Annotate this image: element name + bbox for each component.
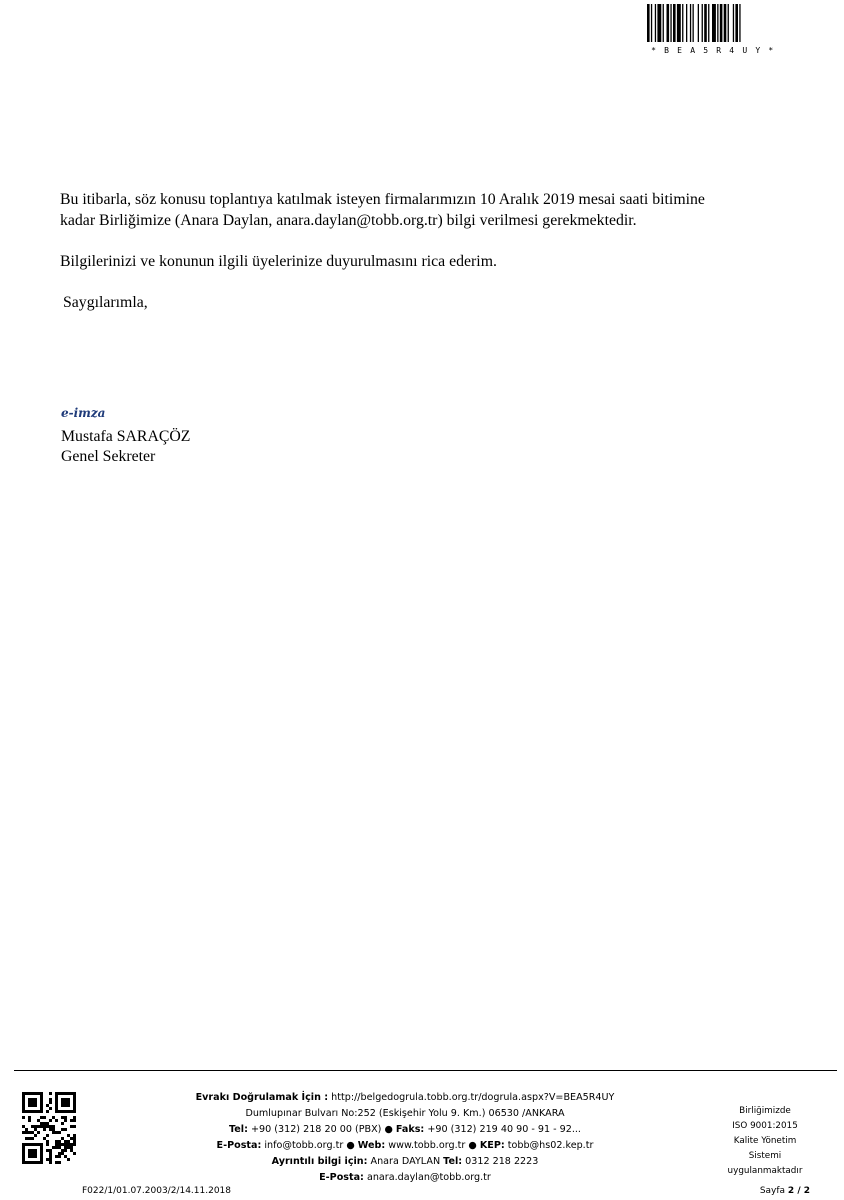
verify-line: [150, 1090, 660, 1106]
tel-label: Tel:: [229, 1124, 248, 1135]
verify-url[interactable]: http://belgedogrula.tobb.org.tr/dogrula.aspx?V=BEA5R4UY: [328, 1092, 615, 1103]
iso-line: Sistemi: [748, 1151, 782, 1161]
detail-name: Anara DAYLAN: [367, 1156, 444, 1167]
footer-divider: [14, 1070, 837, 1071]
paragraph-1-line-2: kadar Birliğimize (Anara Daylan, anara.daylan@tobb.org.tr) bilgi verilmesi gerekmektedir.: [60, 212, 637, 229]
iso-line: uygulanmaktadır: [727, 1166, 803, 1176]
detail-label: Ayrıntılı bilgi için:: [271, 1156, 368, 1167]
e-signature-mark: e-imza: [61, 406, 106, 420]
page-value: 2 / 2: [787, 1186, 810, 1196]
iso-line: Birliğimizde: [739, 1106, 791, 1116]
email-value[interactable]: info@tobb.org.tr ●: [261, 1140, 358, 1151]
iso-certification-note: [712, 1104, 818, 1179]
paragraph-1-line-1: Bu itibarla, söz konusu toplantıya katılmak isteyen firmalarımızın 10 Aralık 2019 mesai saati bitimine: [60, 191, 705, 208]
iso-line: Kalite Yönetim: [733, 1136, 797, 1146]
paragraph-2: Bilgilerinizi ve konunun ilgili üyelerinize duyurulmasını rica ederim.: [60, 253, 497, 270]
barcode-bars: [647, 4, 779, 44]
contact-email-label: E-Posta:: [319, 1172, 364, 1183]
detail-tel-label: Tel:: [443, 1156, 463, 1167]
fax-label: Faks:: [395, 1124, 425, 1135]
document-barcode: [647, 4, 779, 56]
form-code: F022/1/01.07.2003/2/14.11.2018: [82, 1186, 231, 1196]
page-number: [760, 1186, 810, 1196]
closing-salutation: Saygılarımla,: [63, 294, 148, 311]
signer-name: Mustafa SARAÇÖZ: [61, 428, 191, 445]
web-value[interactable]: www.tobb.org.tr ●: [385, 1140, 480, 1151]
verify-label: Evrakı Doğrulamak İçin :: [195, 1092, 329, 1103]
detail-tel-value: 0312 218 2223: [462, 1156, 539, 1167]
fax-value: +90 (312) 219 40 90 - 91 - 92...: [424, 1124, 581, 1135]
phone-line: [150, 1122, 660, 1138]
contact-email-value[interactable]: anara.daylan@tobb.org.tr: [363, 1172, 491, 1183]
qr-code-icon: [22, 1092, 76, 1164]
kep-label: KEP:: [479, 1140, 505, 1151]
page-label: Sayfa: [759, 1186, 788, 1196]
address-line: Dumlupınar Bulvarı No:252 (Eskişehir Yolu 9. Km.) 06530 /ANKARA: [245, 1108, 565, 1119]
barcode-text: * B E A 5 R 4 U Y *: [651, 46, 775, 55]
email-label: E-Posta:: [216, 1140, 262, 1151]
email-web-line: [150, 1138, 660, 1154]
iso-line: ISO 9001:2015: [732, 1121, 798, 1131]
footer-contact-block: [150, 1090, 660, 1186]
web-label: Web:: [357, 1140, 386, 1151]
contact-email-line: [150, 1170, 660, 1186]
kep-value[interactable]: tobb@hs02.kep.tr: [504, 1140, 594, 1151]
detail-line: [150, 1154, 660, 1170]
tel-value: +90 (312) 218 20 00 (PBX) ●: [247, 1124, 396, 1135]
signer-title: Genel Sekreter: [61, 448, 156, 465]
